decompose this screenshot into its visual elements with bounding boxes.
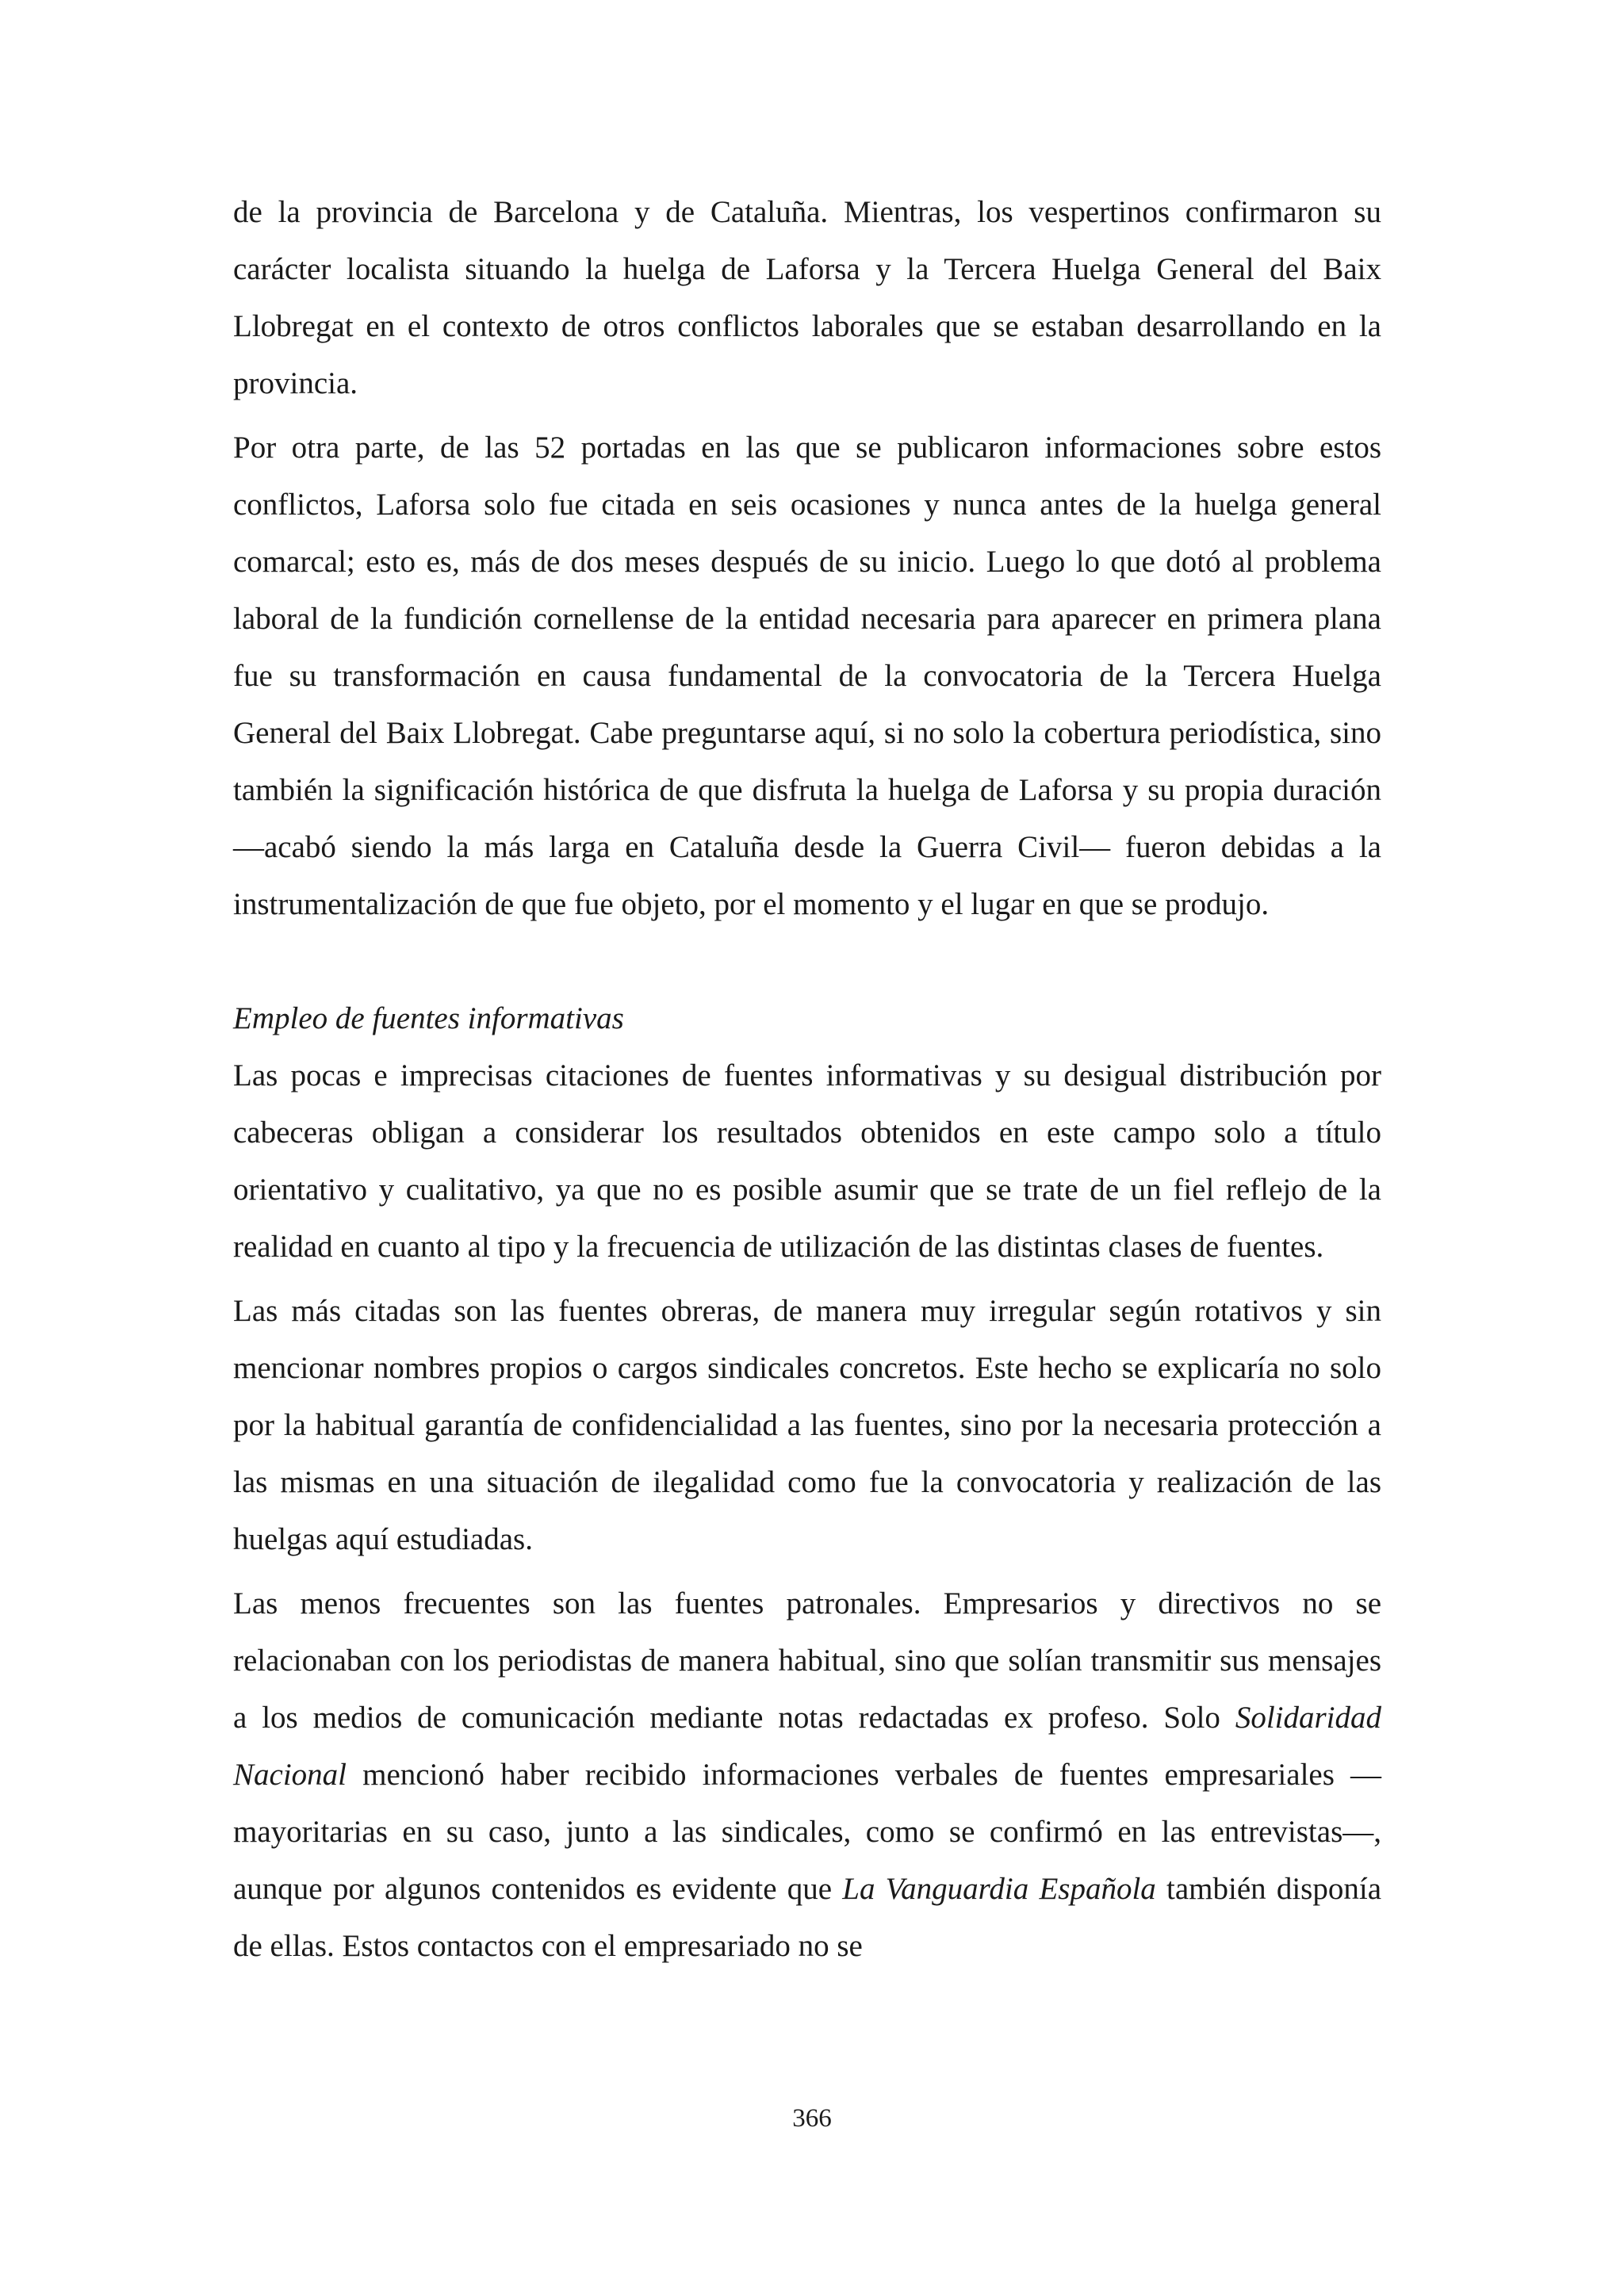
paragraph-1: de la provincia de Barcelona y de Cataluña. Mientras, los vespertinos confirmaron su carácter localista situando la huelga de Laforsa y la Tercera Huelga General del Baix Llobregat en el contexto de otros conflictos laborales que se estaban desarrollando en la provincia.	[233, 195, 1381, 400]
section-heading: Empleo de fuentes informativas	[233, 1001, 624, 1035]
paragraph-5-segment: Las menos frecuentes son las fuentes patronales. Empresarios y directivos no se relacionaban con los periodistas de manera habitual, sino que solían transmitir sus mensajes a los medios de comunicación mediante notas redactadas ex profeso. Solo	[233, 1586, 1381, 1735]
newspaper-title-la-vanguardia-espanola: La Vanguardia Española	[842, 1872, 1156, 1906]
paragraph-4: Las más citadas son las fuentes obreras, de manera muy irregular según rotativos y sin mencionar nombres propios o cargos sindicales concretos. Este hecho se explicaría no solo por la habitual garantía de confidencialidad a las fuentes, sino por la necesaria protección a las mismas en una situación de ilegalidad como fue la convocatoria y realización de las huelgas aquí estudiadas.	[233, 1294, 1381, 1556]
paragraph-5	[233, 1575, 1381, 1975]
paragraph-5-segment: también disponía de ellas. Estos contactos con el empresariado no se	[233, 1872, 1382, 1963]
paragraph-2: Por otra parte, de las 52 portadas en las que se publicaron informaciones sobre estos conflictos, Laforsa solo fue citada en seis ocasiones y nunca antes de la huelga general comarcal; esto es, más de dos meses después de su inicio. Luego lo que dotó al problema laboral de la fundición cornellense de la entidad necesaria para aparecer en primera plana fue su transformación en causa fundamental de la convocatoria de la Tercera Huelga General del Baix Llobregat. Cabe preguntarse aquí, si no solo la cobertura periodística, sino también la significación histórica de que disfruta la huelga de Laforsa y su propia duración —acabó siendo la más larga en Cataluña desde la Guerra Civil— fueron debidas a la instrumentalización de que fue objeto, por el momento y el lugar en que se produjo.	[233, 430, 1381, 921]
newspaper-title-solidaridad-nacional: Solidaridad Nacional	[233, 1701, 1381, 1792]
paragraph-3: Las pocas e imprecisas citaciones de fuentes informativas y su desigual distribución por cabeceras obligan a considerar los resultados obtenidos en este campo solo a título orientativo y cualitativo, ya que no es posible asumir que se trate de un fiel reflejo de la realidad en cuanto al tipo y la frecuencia de utilización de las distintas clases de fuentes.	[233, 1058, 1381, 1264]
paragraph-5-segment: mencionó haber recibido informaciones verbales de fuentes empresariales —mayoritarias en su caso, junto a las sindicales, como se confirmó en las entrevistas—, aunque por algunos contenidos es evidente que	[233, 1758, 1381, 1906]
body-text	[233, 184, 1381, 1982]
page-number: 366	[792, 2104, 832, 2133]
